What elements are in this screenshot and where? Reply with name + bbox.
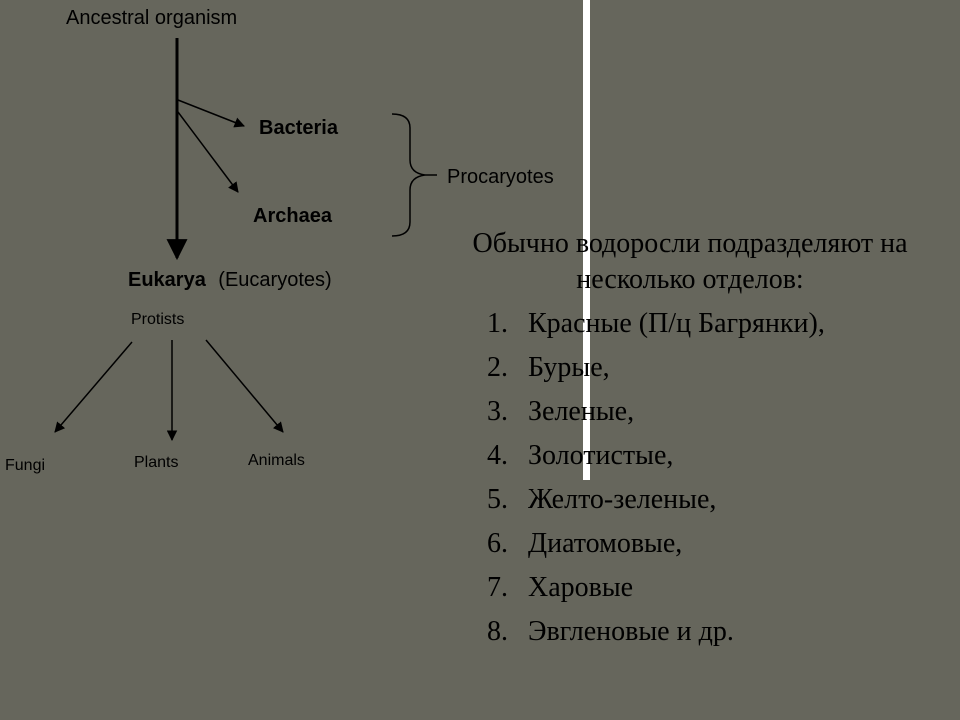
list-item [430,566,950,610]
divisions-list [430,302,950,654]
list-number: 1. [487,308,508,339]
list-number: 4. [487,440,508,471]
list-text: Желто-зеленые, [528,484,717,515]
archaea-arrow [178,112,238,192]
list-item [430,390,950,434]
list-item [430,610,950,654]
eukarya-label [128,269,332,291]
root-label: Ancestral organism [66,7,238,29]
list-text: Бурые, [528,352,610,383]
bacteria-label: Bacteria [259,117,338,139]
list-number: 2. [487,352,508,383]
list-item [430,434,950,478]
list-text: Эвгленовые и др. [528,616,734,647]
eukarya-rest: (Eucaryotes) [218,269,332,291]
list-text: Диатомовые, [528,528,683,559]
bacteria-arrow [178,100,244,126]
procaryotes-label: Procaryotes [447,166,554,188]
algae-divisions-panel [430,226,950,654]
archaea-label: Archaea [253,205,332,227]
list-text: Красные (П/ц Багрянки), [528,308,825,339]
procaryotes-brace [392,114,425,236]
list-item [430,302,950,346]
eukarya-bold: Eukarya [128,269,206,291]
animals-arrow [206,340,283,432]
list-number: 5. [487,484,508,515]
fungi-label: Fungi [5,457,46,474]
list-number: 7. [487,572,508,603]
list-number: 3. [487,396,508,427]
list-item [430,522,950,566]
plants-label: Plants [134,454,179,471]
intro-text: Обычно водоросли подразделяют на несколько отделов: [472,228,908,295]
list-text: Харовые [528,572,634,603]
list-number: 8. [487,616,508,647]
protists-label: Protists [131,311,185,328]
list-item [430,478,950,522]
list-number: 6. [487,528,508,559]
fungi-arrow [55,342,132,432]
list-item [430,346,950,390]
list-text: Золотистые, [528,440,674,471]
animals-label: Animals [248,452,305,469]
list-text: Зеленые, [528,396,635,427]
